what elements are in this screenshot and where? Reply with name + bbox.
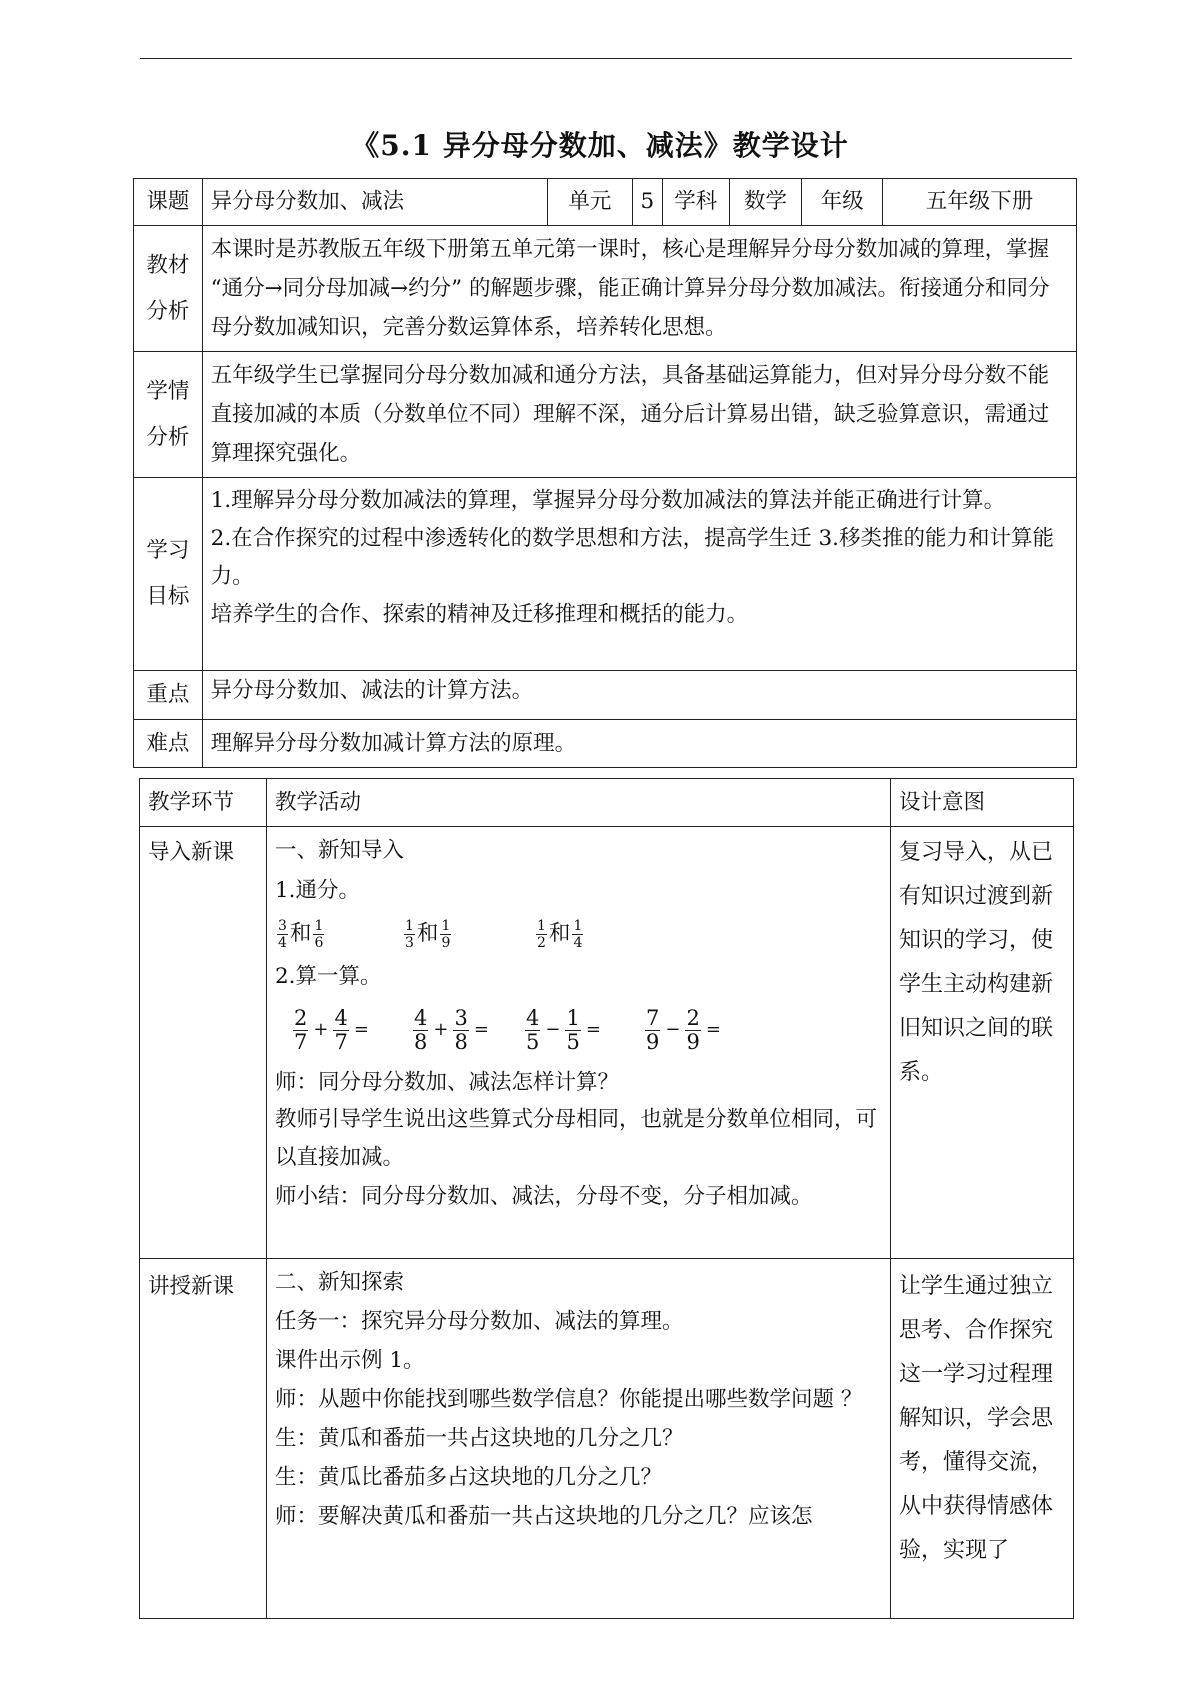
grade-value: 五年级下册	[883, 179, 1077, 226]
stage-column-header: 教学环节	[140, 779, 267, 827]
learning-goals	[202, 478, 1076, 671]
calc-expression: $\frac{2}{7}$ + $\frac{4}{7}$ =	[294, 1005, 369, 1054]
intro-guide: 教师引导学生说出这些算式分母相同，也就是分数单位相同，可以直接加减。	[275, 1107, 878, 1170]
teach-task: 任务一：探究异分母分数加、减法的算理。	[275, 1309, 684, 1334]
unit-value: 5	[632, 179, 662, 226]
intro-step-1: 1.通分。	[275, 878, 361, 903]
teach-student-1: 生：黄瓜和番茄一共占这块地的几分之几？	[275, 1426, 684, 1451]
teach-heading: 二、新知探索	[275, 1270, 405, 1295]
topic-value: 异分母分数加、减法	[202, 179, 547, 226]
student-label: 学情 分析	[134, 352, 203, 478]
difficulty-label: 难点	[134, 720, 203, 768]
intro-question: 师：同分母分数加、减法怎样计算？	[275, 1070, 620, 1095]
teach-question-1: 师：从题中你能找到哪些数学信息？你能提出哪些数学问题 ？	[275, 1387, 863, 1412]
document-title: 《5.1 异分母分数加、减法》教学设计	[351, 129, 849, 162]
subject-value: 数学	[729, 179, 802, 226]
teaching-process-table	[139, 778, 1074, 1619]
teach-stage: 讲授新课	[140, 1259, 267, 1619]
intro-summary: 师小结：同分母分数加、减法，分母不变，分子相加减。	[275, 1184, 813, 1209]
fraction-pairs	[275, 909, 882, 959]
material-analysis: 本课时是苏教版五年级下册第五单元第一课时，核心是理解异分母分数加减的算理，掌握 “通分→同分母加减→约分” 的解题步骤，能正确计算异分母分数加减法。衔接通分和同分母分数加减知识，完善分数运算体系，培养转化思想。	[202, 226, 1076, 352]
intro-stage: 导入新课	[140, 827, 267, 1259]
intro-activity	[267, 827, 891, 1259]
calc-expressions	[275, 995, 882, 1065]
teach-student-2: 生：黄瓜比番茄多占这块地的几分之几？	[275, 1465, 663, 1490]
lesson-info-table	[133, 178, 1077, 768]
material-label: 教材 分析	[134, 226, 203, 352]
goal-2: 2.在合作探究的过程中渗透转化的数学思想和方法，提高学生迁 3.移类推的能力和计算能力。	[210, 526, 1055, 589]
intro-heading: 一、新知导入	[275, 838, 405, 863]
goal-1: 1.理解异分母分数加减法的算理，掌握异分母分数加减法的算法并能正确进行计算。	[210, 488, 1006, 513]
goals-label: 学习 目标	[134, 478, 203, 671]
teach-example: 课件出示例 1。	[275, 1348, 425, 1373]
fraction-pair: $\frac{3}{4}$ 和 $\frac{1}{6}$	[278, 917, 324, 951]
calc-expression: $\frac{7}{9}$ − $\frac{2}{9}$ =	[646, 1005, 721, 1054]
key-point: 异分母分数加、减法的计算方法。	[202, 671, 1076, 720]
intro-step-2: 2.算一算。	[275, 964, 382, 989]
unit-label: 单元	[547, 179, 632, 226]
goal-3: 培养学生的合作、探索的精神及迁移推理和概括的能力。	[210, 602, 749, 627]
teach-question-2: 师：要解决黄瓜和番茄一共占这块地的几分之几？应该怎	[275, 1504, 813, 1529]
fraction-pair: $\frac{1}{3}$ 和 $\frac{1}{9}$	[405, 917, 451, 951]
teach-activity	[267, 1259, 891, 1619]
student-analysis: 五年级学生已掌握同分母分数加减和通分方法，具备基础运算能力，但对异分母分数不能直接加减的本质（分数单位不同）理解不深，通分后计算易出错，缺乏验算意识，需通过算理探究强化。	[202, 352, 1076, 478]
difficulty-point: 理解异分母分数加减计算方法的原理。	[202, 720, 1076, 768]
subject-label: 学科	[663, 179, 730, 226]
activity-column-header: 教学活动	[267, 779, 891, 827]
calc-expression: $\frac{4}{5}$ − $\frac{1}{5}$ =	[526, 1005, 601, 1054]
header-rule	[140, 58, 1072, 59]
fraction-pair: $\frac{1}{2}$ 和 $\frac{1}{4}$	[537, 917, 583, 951]
grade-label: 年级	[802, 179, 883, 226]
calc-expression: $\frac{4}{8}$ + $\frac{3}{8}$ =	[414, 1005, 489, 1054]
key-point-label: 重点	[134, 671, 203, 720]
intent-column-header: 设计意图	[891, 779, 1074, 827]
teach-intent: 让学生通过独立思考、合作探究这一学习过程理解知识，学会思考，懂得交流，从中获得情感体验，实现了	[891, 1259, 1074, 1619]
intro-intent: 复习导入，从已有知识过渡到新知识的学习，使学生主动构建新旧知识之间的联系。	[891, 827, 1074, 1259]
topic-label: 课题	[134, 179, 203, 226]
